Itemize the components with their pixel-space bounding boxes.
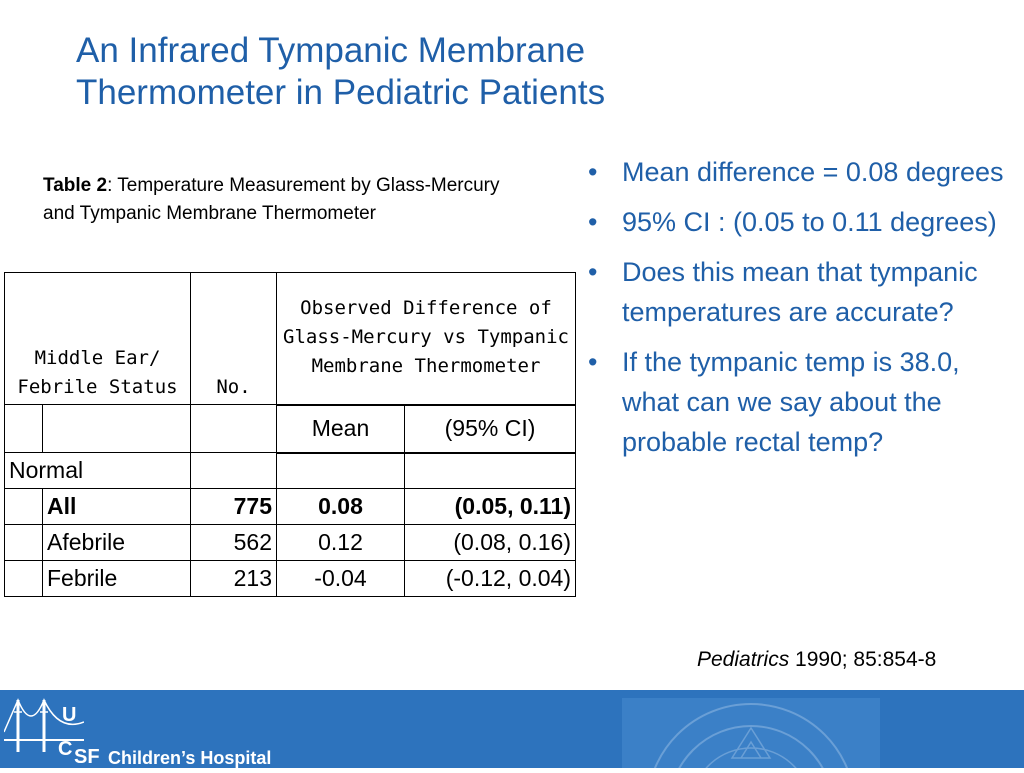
bullet-dot-icon: • <box>588 257 598 287</box>
indent-cell <box>5 525 43 561</box>
row-ci: (0.05, 0.11) <box>405 489 576 525</box>
blank-cell <box>5 405 43 453</box>
row-ci: (0.08, 0.16) <box>405 525 576 561</box>
blank-cell <box>43 405 191 453</box>
caption-bold: Table 2 <box>43 175 108 196</box>
row-label: Febrile <box>43 561 191 597</box>
row-mean: -0.04 <box>277 561 405 597</box>
university-seal-icon <box>622 698 880 768</box>
bullet-text: Does this mean that tympanic temperatures are accurate? <box>622 257 978 327</box>
header-mean: Mean <box>277 405 405 453</box>
bullet-text: 95% CI : (0.05 to 0.11 degrees) <box>622 207 997 237</box>
header-no: No. <box>191 273 277 405</box>
bullet-list <box>584 152 1014 472</box>
bullet-dot-icon: • <box>588 207 598 237</box>
table-row <box>5 561 576 597</box>
row-ci: (-0.12, 0.04) <box>405 561 576 597</box>
bullet-item <box>584 342 1014 462</box>
row-label: Afebrile <box>43 525 191 561</box>
citation <box>697 648 936 672</box>
table-row <box>5 525 576 561</box>
blank-cell <box>277 453 405 489</box>
blank-cell <box>405 453 576 489</box>
bullet-item <box>584 152 1014 192</box>
indent-cell <box>5 489 43 525</box>
table-caption <box>43 172 513 228</box>
results-table <box>4 272 576 597</box>
row-mean: 0.12 <box>277 525 405 561</box>
row-no: 213 <box>191 561 277 597</box>
blank-cell <box>191 453 277 489</box>
bullet-text: If the tympanic temp is 38.0, what can we say about the probable rectal temp? <box>622 347 960 457</box>
blank-cell <box>191 405 277 453</box>
bullet-dot-icon: • <box>588 157 598 187</box>
hospital-name: Children’s Hospital <box>108 748 272 768</box>
logo-letters-sf: SF <box>74 746 100 768</box>
header-ci: (95% CI) <box>405 405 576 453</box>
header-status: Middle Ear/ Febrile Status <box>5 273 191 405</box>
header-observed: Observed Difference of Glass-Mercury vs Tympanic Membrane Thermometer <box>277 273 576 405</box>
row-no: 775 <box>191 489 277 525</box>
caption-text: : Temperature Measurement by Glass-Mercury and Tympanic Membrane Thermometer <box>43 175 500 224</box>
group-label: Normal <box>5 453 191 489</box>
bullet-item <box>584 252 1014 332</box>
title-line-2: Thermometer in Pediatric Patients <box>76 73 606 112</box>
row-label: All <box>43 489 191 525</box>
title-line-1: An Infrared Tympanic Membrane <box>76 31 586 70</box>
logo-letter-c: C <box>58 738 73 760</box>
citation-journal: Pediatrics <box>697 648 790 671</box>
table-row <box>5 489 576 525</box>
bullet-text: Mean difference = 0.08 degrees <box>622 157 1004 187</box>
slide-title <box>76 30 776 114</box>
row-mean: 0.08 <box>277 489 405 525</box>
bullet-item <box>584 202 1014 242</box>
row-no: 562 <box>191 525 277 561</box>
bullet-dot-icon: • <box>588 347 598 377</box>
logo-letter-u: U <box>62 704 77 726</box>
citation-details: 1990; 85:854-8 <box>789 648 937 671</box>
indent-cell <box>5 561 43 597</box>
